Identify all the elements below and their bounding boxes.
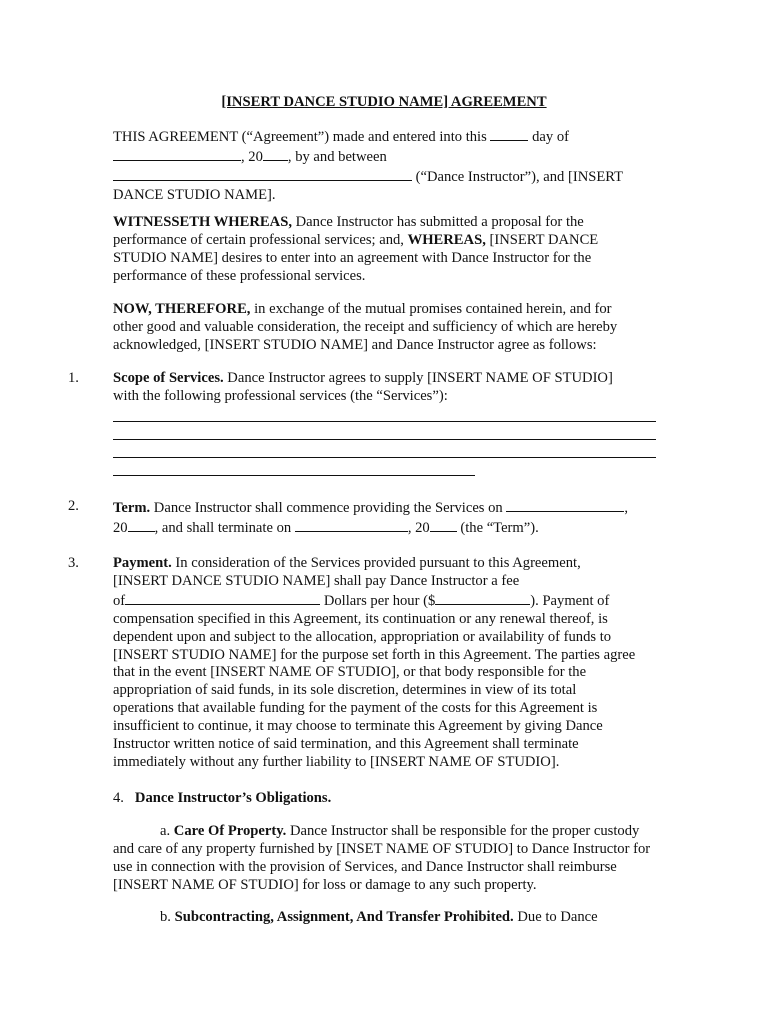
section-3-text-4: ). Payment of	[530, 592, 610, 609]
section-4-heading-line	[113, 790, 673, 808]
end-year-blank[interactable]	[430, 518, 457, 532]
whereas-text: [INSERT DANCE STUDIO NAME] desires to enter into an agreement with Dance Instructor for the performance of these professional services.	[113, 231, 599, 284]
end-date-blank[interactable]	[295, 518, 408, 532]
day-blank[interactable]	[490, 127, 528, 141]
whereas-bold: WHEREAS,	[407, 231, 486, 248]
intro-line1: THIS AGREEMENT (“Agreement”) made and entered into this	[113, 129, 487, 145]
section-3-number: 3.	[68, 555, 79, 571]
intro-paragraph	[113, 127, 673, 205]
section-4-number: 4.	[113, 790, 124, 806]
section-1-number: 1.	[68, 370, 79, 386]
now-therefore-text: in exchange of the mutual promises contained herein, and for other good and valuable consideration, the receipt and sufficiency of which are hereby acknowledged, [INSERT STUDIO NAME] and Dance Instructor agree as follows:	[113, 301, 618, 353]
fee-words-blank[interactable]	[125, 591, 320, 605]
intro-year-prefix: , 20	[241, 148, 263, 165]
section-1-text: Dance Instructor agrees to supply [INSERT NAME OF STUDIO] with the following professional services (the “Services”):	[113, 370, 613, 404]
year-blank[interactable]	[263, 147, 288, 161]
section-4a-heading: Care Of Property.	[173, 823, 287, 839]
section-4b-text: Due to Dance	[513, 909, 598, 925]
section-3-paragraph	[113, 555, 637, 772]
section-3-heading: Payment.	[113, 555, 172, 571]
section-4a-paragraph	[113, 823, 658, 895]
section-2-text-2: 20	[113, 519, 128, 536]
section-2-text-1: Dance Instructor shall commence providing the Services on	[150, 500, 503, 516]
now-therefore-bold: NOW, THEREFORE,	[113, 301, 251, 317]
section-4a-text: Dance Instructor shall be responsible for the proper custody and care of any property furnished by [INSET NAME OF STUDIO] to Dance Instructor for use in connection with the provision of Services, and Dance Instructor shall reimburse [INSERT NAME OF STUDIO] for loss or damage to any such property.	[113, 823, 651, 893]
start-year-blank[interactable]	[128, 518, 155, 532]
witnesseth-bold: WITNESSETH WHEREAS,	[113, 214, 292, 230]
services-blank-line-1[interactable]	[113, 421, 656, 422]
fee-amount-blank[interactable]	[435, 591, 530, 605]
services-blank-line-4[interactable]	[113, 475, 475, 476]
section-2-text-3: , and shall terminate on	[154, 519, 292, 536]
services-blank-line-2[interactable]	[113, 439, 656, 440]
intro-studio-name: DANCE STUDIO NAME].	[113, 186, 276, 203]
intro-day-of: day of	[532, 129, 569, 145]
agreement-title: [INSERT DANCE STUDIO NAME] AGREEMENT	[221, 94, 547, 110]
witnesseth-text: Dance Instructor has submitted a proposal for the performance of certain professional services; and,	[113, 214, 584, 248]
section-3-text-1: In consideration of the Services provided pursuant to this Agreement, [INSERT DANCE STUDIO NAME] shall pay Dance Instructor a fee	[113, 555, 581, 589]
start-date-blank[interactable]	[506, 498, 624, 512]
month-blank[interactable]	[113, 147, 241, 161]
section-3-text-2: of	[113, 592, 126, 609]
section-2-text-5: (the “Term”).	[456, 519, 539, 536]
section-3-text-5: compensation specified in this Agreement, its continuation or any renewal thereof, is dependent upon and subject to the allocation, appropriation or availability of funds to [INSERT STUDIO NAME] for the purpose set forth in this Agreement. The parties agree that in the event [INSERT NAME OF STUDIO], or that body responsible for the appropriation of said funds, in its sole discretion, determines in view of its total operations that available funding for the payment of the costs for this Agreement is insufficient to continue, it may choose to terminate this Agreement by giving Dance Instructor written notice of said termination, and this Agreement shall terminate immediately without any further liability to [INSERT NAME OF STUDIO].	[113, 610, 636, 770]
section-4b-heading: Subcontracting, Assignment, And Transfer Prohibited.	[174, 909, 514, 925]
section-4b-label: b.	[160, 909, 171, 925]
intro-dance-instructor: (“Dance Instructor”), and [INSERT	[415, 168, 624, 185]
witnesseth-paragraph	[113, 214, 615, 286]
intro-by-and-between: , by and between	[287, 148, 387, 165]
section-2-heading: Term.	[113, 500, 151, 516]
section-2-paragraph: Term. Dance Instructor shall commence providing the Services on , 20 , and shall terminate on , 20 (the “Term”).	[113, 500, 629, 536]
section-4a-label: a.	[160, 823, 171, 839]
section-2-number: 2.	[68, 498, 79, 514]
now-therefore-paragraph	[113, 301, 635, 355]
section-4-heading: Dance Instructor’s Obligations.	[134, 790, 332, 806]
section-1-paragraph	[113, 370, 633, 406]
section-2-text-4: , 20	[407, 519, 430, 536]
section-3-text-3: Dollars per hour ($	[320, 592, 436, 609]
services-blank-line-3[interactable]	[113, 457, 656, 458]
section-1-heading: Scope of Services.	[113, 370, 224, 386]
instructor-name-blank[interactable]	[113, 167, 412, 181]
section-4b-paragraph	[113, 909, 673, 927]
